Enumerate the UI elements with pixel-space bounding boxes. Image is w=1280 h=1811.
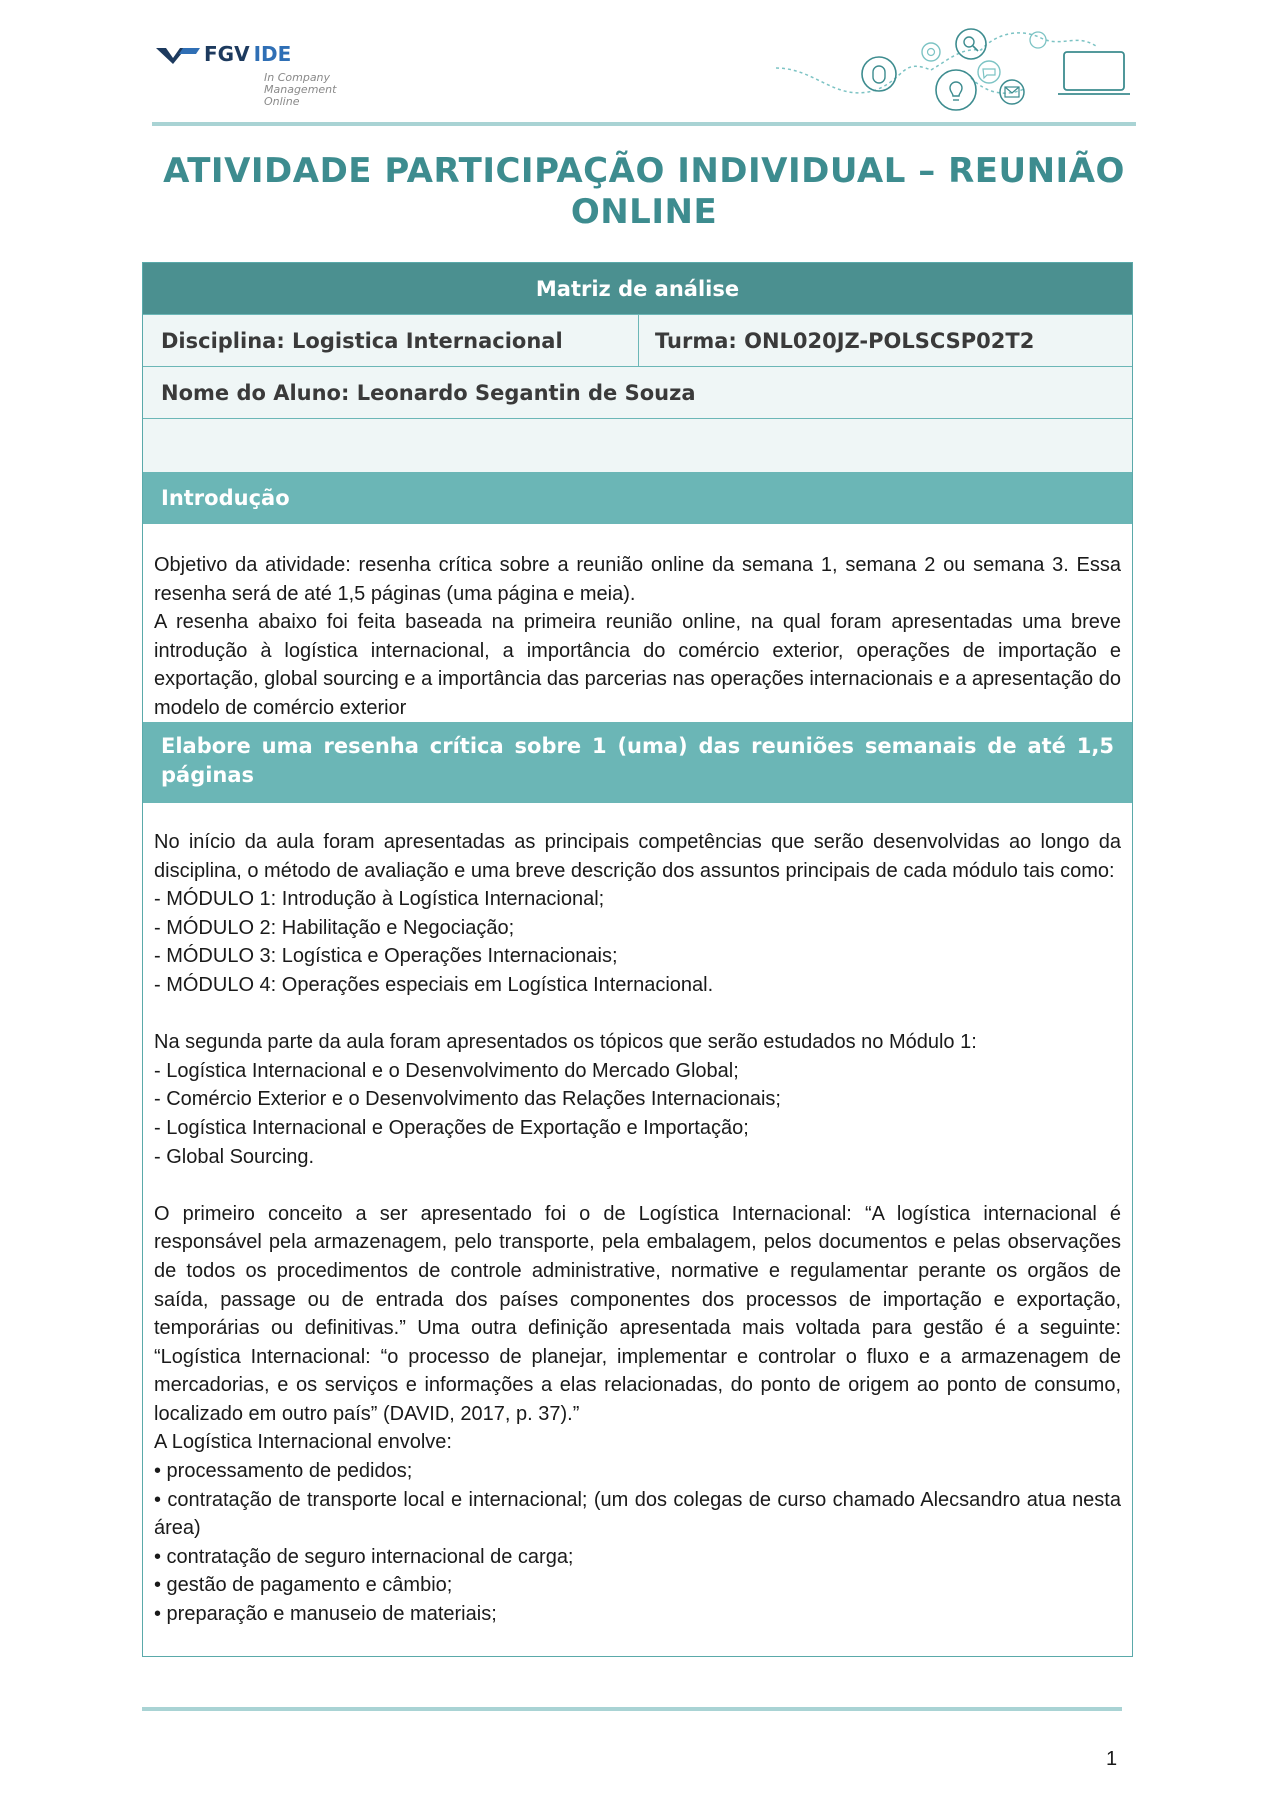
- tagline-line: In Company: [264, 71, 331, 84]
- list-item: - Comércio Exterior e o Desenvolvimento das Relações Internacionais;: [154, 1088, 781, 1111]
- bullet-item: • gestão de pagamento e câmbio;: [154, 1574, 453, 1597]
- list-item: - Logística Internacional e o Desenvolvimento do Mercado Global;: [154, 1059, 739, 1082]
- logo-tagline: [264, 72, 374, 108]
- analysis-matrix-table: [142, 262, 1133, 1657]
- student-name-row: Nome do Aluno: Leonardo Segantin de Souza: [143, 367, 1132, 419]
- list-item: - Logística Internacional e Operações de Exportação e Importação;: [154, 1116, 749, 1139]
- task-section-heading: Elabore uma resenha crítica sobre 1 (uma) das reuniões semanais de até 1,5 páginas: [143, 722, 1132, 803]
- list-item: - Global Sourcing.: [154, 1145, 315, 1168]
- target-icon: [922, 43, 940, 61]
- header-divider: [152, 122, 1136, 126]
- list-item: - MÓDULO 1: Introdução à Logística Internacional;: [154, 888, 605, 911]
- logo-brand-suffix: IDE: [253, 42, 292, 66]
- bullet-item: • contratação de seguro internacional de carga;: [154, 1545, 574, 1568]
- lightbulb-icon: [936, 70, 976, 110]
- heart-icon: [1030, 32, 1046, 48]
- list-item: - MÓDULO 3: Logística e Operações Internacionais;: [154, 945, 618, 968]
- body-paragraph: O primeiro conceito a ser apresentado foi o de Logística Internacional: “A logística internacional é responsável pela armazenagem, pelo transporte, pela embalagem, pelos documentos e pelas observações de todos os procedimentos de controle administrative, normative e regulamentar perante os orgãos de saída, passage ou de entrada dos países componentes dos processos de importação e exportação, temporárias ou definitivas.” Uma outra definição apresentada mais voltada para gestão é a seguinte: “Logística Internacional: “o processo de planejar, implementar e controlar o fluxo e a armazenagem de mercadorias, e os serviços e informações a elas relacionadas, do ponto de origem ao ponto de consumo, localizado em outro país” (DAVID, 2017, p. 37).”: [154, 1202, 1121, 1425]
- mouse-icon: [862, 57, 896, 91]
- bullet-item: • contratação de transporte local e internacional; (um dos colegas de curso chamado Alecsandro atua nesta área): [154, 1488, 1121, 1540]
- body-paragraph: No início da aula foram apresentadas as principais competências que serão desenvolvidas ao longo da disciplina, o método de avaliação e uma breve descrição dos assuntos principais de cada módulo tais como:: [154, 831, 1121, 882]
- list-item: - MÓDULO 2: Habilitação e Negociação;: [154, 916, 515, 939]
- bullet-item: • preparação e manuseio de materiais;: [154, 1603, 497, 1626]
- page-title-line: ATIVIDADE PARTICIPAÇÃO INDIVIDUAL – REUNIÃO: [163, 151, 1125, 191]
- intro-paragraph: Objetivo da atividade: resenha crítica sobre a reunião online da semana 1, semana 2 ou semana 3. Essa resenha será de até 1,5 páginas (uma página e meia).: [154, 554, 1121, 605]
- page-title: [152, 151, 1136, 233]
- body-paragraph: A Logística Internacional envolve:: [154, 1431, 452, 1454]
- tagline-line: Management: [264, 83, 337, 96]
- header-decoration-icons: [776, 28, 1136, 124]
- page-number: 1: [1106, 1748, 1118, 1770]
- discipline-cell: Disciplina: Logistica Internacional: [143, 315, 639, 366]
- intro-section-heading: Introdução: [143, 472, 1132, 524]
- search-icon: [956, 29, 986, 59]
- intro-body: [154, 551, 1121, 723]
- class-cell: Turma: ONL020JZ-POLSCSP02T2: [655, 328, 1035, 353]
- page-title-line: ONLINE: [570, 192, 718, 232]
- review-body: [154, 828, 1121, 1629]
- course-info-row: [143, 314, 1132, 367]
- tagline-line: Online: [264, 95, 300, 108]
- paragraph-spacer: [154, 1000, 1121, 1029]
- list-item: - MÓDULO 4: Operações especiais em Logística Internacional.: [154, 973, 714, 996]
- intro-paragraph: A resenha abaixo foi feita baseada na primeira reunião online, na qual foram apresentadas uma breve introdução à logística internacional, a importância do comércio exterior, operações de importação e exportação, global sourcing e a importância das parcerias nas operações internacionais e a apresentação do modelo de comércio exterior: [154, 611, 1121, 719]
- mail-icon: [1000, 80, 1024, 104]
- chat-icon: [978, 61, 1000, 83]
- bullet-item: • processamento de pedidos;: [154, 1460, 413, 1483]
- footer-divider: [142, 1707, 1122, 1711]
- page-header: [152, 28, 1136, 128]
- monitor-icon: [1058, 52, 1130, 94]
- paragraph-spacer: [154, 1171, 1121, 1200]
- empty-row: [143, 419, 1132, 472]
- fgv-logo-icon: [156, 46, 200, 64]
- logo-brand-text: FGV: [204, 42, 250, 66]
- matrix-header: Matriz de análise: [143, 263, 1132, 314]
- body-paragraph: Na segunda parte da aula foram apresentados os tópicos que serão estudados no Módulo 1:: [154, 1031, 977, 1054]
